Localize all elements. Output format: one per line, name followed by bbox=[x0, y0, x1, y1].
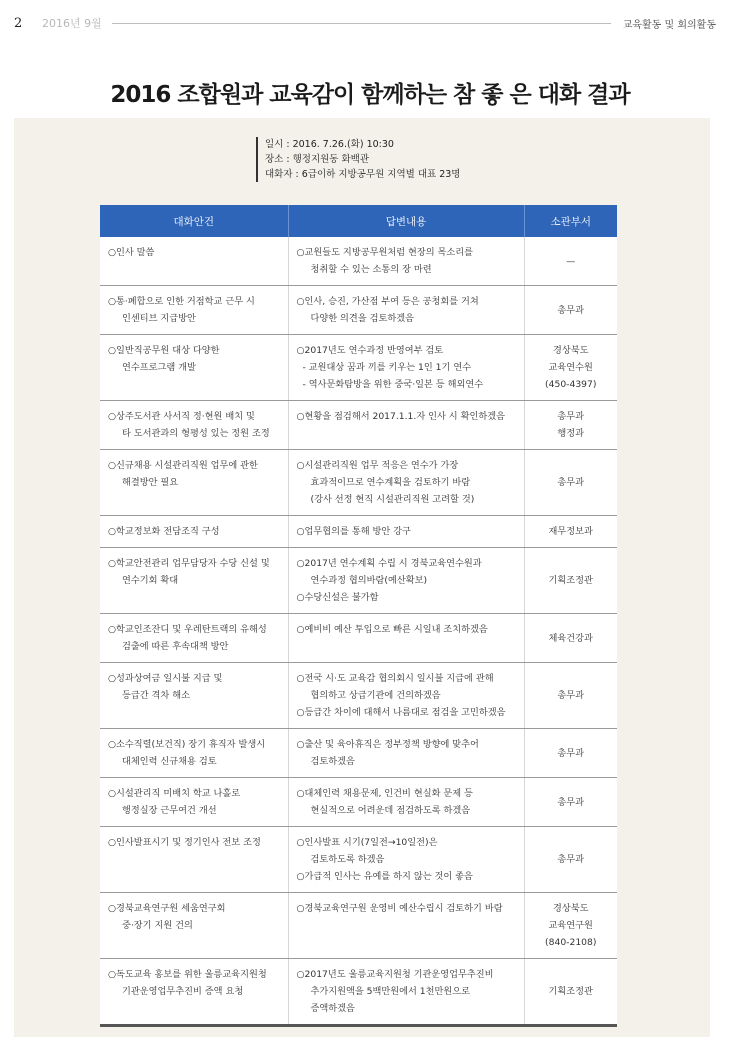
answer-line: 연수과정 협의바람(예산확보) bbox=[310, 575, 428, 586]
department-cell bbox=[524, 614, 617, 663]
answer-line: ○수당신설은 불가함 bbox=[296, 592, 379, 603]
answer-line: 효과적이므로 연수계획을 검토하기 바람 bbox=[310, 477, 471, 488]
answer-cell bbox=[288, 959, 524, 1026]
table-row bbox=[100, 237, 617, 286]
department-cell bbox=[524, 548, 617, 614]
answer-line: 협의하고 상급기관에 건의하겠음 bbox=[310, 690, 441, 701]
answer-cell bbox=[288, 401, 524, 450]
agenda-cell bbox=[100, 778, 288, 827]
agenda-line: ○신규채용 시설관리직원 업무에 관한 bbox=[108, 460, 258, 471]
agenda-cell bbox=[100, 959, 288, 1026]
agenda-line: ○경북교육연구원 세움연구회 bbox=[108, 903, 226, 914]
issue-date: 2016년 9월 bbox=[42, 17, 102, 30]
table-row bbox=[100, 401, 617, 450]
answer-cell bbox=[288, 827, 524, 893]
meeting-place: 장소 : 행정지원동 화백관 bbox=[265, 154, 370, 165]
agenda-cell bbox=[100, 729, 288, 778]
answer-cell bbox=[288, 286, 524, 335]
agenda-line: 인센티브 지급방안 bbox=[122, 313, 196, 324]
agenda-cell bbox=[100, 237, 288, 286]
meeting-date: 일시 : 2016. 7.26.(화) 10:30 bbox=[265, 139, 394, 150]
dept-line: 경상북도 bbox=[552, 903, 589, 914]
answer-line: ○시설관리직원 업무 적응은 연수가 가장 bbox=[296, 460, 459, 471]
header-department: 소관부서 bbox=[524, 205, 617, 237]
header-divider bbox=[112, 23, 611, 24]
table-row bbox=[100, 450, 617, 516]
agenda-cell bbox=[100, 286, 288, 335]
dept-line: 총무과 bbox=[557, 690, 585, 701]
agenda-cell bbox=[100, 401, 288, 450]
dept-line: 기획조정관 bbox=[548, 575, 593, 586]
department-cell bbox=[524, 663, 617, 729]
answer-line: ○출산 및 육아휴직은 정부정책 방향에 맞추어 bbox=[296, 739, 479, 750]
meeting-info bbox=[256, 137, 460, 182]
agenda-line: 연수프로그램 개발 bbox=[122, 362, 196, 373]
answer-line: 검토하도록 하겠음 bbox=[310, 854, 385, 865]
page-header bbox=[14, 14, 716, 32]
answer-line: 현실적으로 어려운데 점검하도록 하겠음 bbox=[310, 805, 471, 816]
answer-cell bbox=[288, 516, 524, 548]
answer-line: 추가지원액을 5백만원에서 1천만원으로 bbox=[310, 986, 471, 997]
dept-line: 체육건강과 bbox=[548, 632, 593, 644]
department-cell bbox=[524, 286, 617, 335]
department-cell bbox=[524, 778, 617, 827]
answer-line: ○2017년 연수계획 수립 시 경북교육연수원과 bbox=[296, 558, 482, 569]
agenda-cell bbox=[100, 548, 288, 614]
answer-line: ○대체인력 채용문제, 인건비 현실화 문제 등 bbox=[296, 788, 473, 799]
header-answer: 답변내용 bbox=[288, 205, 524, 237]
dept-line: (450-4397) bbox=[545, 379, 597, 390]
table-row bbox=[100, 614, 617, 663]
answer-line: ○2017년도 울릉교육지원청 기관운영업무추진비 bbox=[296, 969, 494, 980]
department-cell bbox=[524, 450, 617, 516]
agenda-line: 기관운영업무추진비 증액 요청 bbox=[122, 986, 244, 997]
answer-cell bbox=[288, 548, 524, 614]
answer-cell bbox=[288, 450, 524, 516]
dept-line: 총무과 bbox=[557, 747, 585, 759]
dept-line: 총무과 bbox=[557, 854, 585, 865]
agenda-cell bbox=[100, 516, 288, 548]
agenda-cell bbox=[100, 827, 288, 893]
answer-line: ○현황을 점검해서 2017.1.1.자 인사 시 확인하겠음 bbox=[296, 411, 505, 422]
department-cell bbox=[524, 237, 617, 286]
answer-cell bbox=[288, 778, 524, 827]
table-header-row bbox=[100, 205, 617, 237]
agenda-line: ○학교정보화 전담조직 구성 bbox=[108, 526, 220, 537]
table-row bbox=[100, 548, 617, 614]
agenda-line: ○인사 말씀 bbox=[108, 247, 155, 258]
department-cell bbox=[524, 959, 617, 1026]
answer-line: ○예비비 예산 투입으로 빠른 시일내 조치하겠음 bbox=[296, 624, 488, 635]
answer-line: ○인사발표 시기(7일전→10일전)은 bbox=[296, 837, 438, 848]
agenda-cell bbox=[100, 663, 288, 729]
agenda-line: ○소수직렬(보건직) 장기 휴직자 발생시 bbox=[108, 739, 266, 750]
dept-line: 경상북도 bbox=[552, 345, 589, 356]
page-number: 2 bbox=[14, 15, 23, 31]
agenda-line: 검출에 따른 후속대책 방안 bbox=[122, 641, 229, 652]
agenda-line: 중·장기 지원 건의 bbox=[122, 920, 193, 931]
agenda-line: ○상주도서관 사서직 정·현원 배치 및 bbox=[108, 411, 255, 422]
dept-line: 행정과 bbox=[557, 428, 585, 439]
agenda-line: 연수기회 확대 bbox=[122, 575, 179, 586]
table-row bbox=[100, 778, 617, 827]
answer-line: - 교원대상 꿈과 끼를 키우는 1인 1기 연수 bbox=[302, 362, 472, 373]
department-cell bbox=[524, 516, 617, 548]
agenda-line: ○시설관리직 미배치 학교 나홀로 bbox=[108, 788, 241, 799]
answer-line: (강사 선정 현직 시설관리직원 고려할 것) bbox=[310, 494, 475, 505]
table-row bbox=[100, 663, 617, 729]
answer-cell bbox=[288, 663, 524, 729]
department-cell bbox=[524, 401, 617, 450]
dept-line: 교육연수원 bbox=[548, 362, 593, 373]
answer-line: 청취할 수 있는 소통의 장 마련 bbox=[310, 264, 432, 275]
answer-line: ○등급간 차이에 대해서 나름대로 점검을 고민하겠음 bbox=[296, 707, 506, 718]
table-body bbox=[100, 237, 617, 1026]
answer-line: ○전국 시·도 교육감 협의회시 일시불 지급에 관해 bbox=[296, 673, 494, 684]
answer-line: ○교원들도 지방공무원처럼 현장의 목소리를 bbox=[296, 247, 474, 258]
department-cell bbox=[524, 729, 617, 778]
answer-cell bbox=[288, 614, 524, 663]
section-title: 교육활동 및 회의활동 bbox=[622, 19, 716, 31]
agenda-line: 해결방안 필요 bbox=[122, 477, 179, 488]
table-row bbox=[100, 286, 617, 335]
dept-line: 기획조정관 bbox=[548, 986, 593, 997]
agenda-line: ○학교인조잔디 및 우레탄트랙의 유해성 bbox=[108, 624, 267, 635]
dept-line: 총무과 bbox=[557, 796, 585, 808]
answer-line: 증액하겠음 bbox=[310, 1003, 355, 1014]
agenda-cell bbox=[100, 893, 288, 959]
dept-line: 총무과 bbox=[557, 477, 585, 488]
dept-line: (840-2108) bbox=[545, 937, 597, 948]
answer-line: ○2017년도 연수과정 반영여부 검토 bbox=[296, 345, 444, 356]
dept-line: 총무과 bbox=[557, 411, 585, 422]
agenda-line: ○성과상여금 일시불 지급 및 bbox=[108, 673, 223, 684]
table-row bbox=[100, 335, 617, 401]
table-row bbox=[100, 516, 617, 548]
agenda-line: ○일반직공무원 대상 다양한 bbox=[108, 345, 220, 356]
agenda-cell bbox=[100, 614, 288, 663]
agenda-line: ○통·폐합으로 인한 거점학교 근무 시 bbox=[108, 296, 255, 307]
header-agenda: 대화안건 bbox=[100, 205, 288, 237]
agenda-cell bbox=[100, 450, 288, 516]
department-cell bbox=[524, 335, 617, 401]
agenda-line: ○인사발표시기 및 정기인사 전보 조정 bbox=[108, 837, 261, 848]
agenda-line: 대체인력 신규채용 검토 bbox=[122, 756, 217, 767]
table-row bbox=[100, 729, 617, 778]
answer-line: ○가급적 인사는 유예를 하지 않는 것이 좋음 bbox=[296, 871, 473, 882]
answer-line: - 역사문화탐방을 위한 중국·일본 등 해외연수 bbox=[302, 379, 484, 390]
answer-line: ○인사, 승진, 가산점 부여 등은 공청회를 거쳐 bbox=[296, 296, 479, 307]
dept-line: 교육연구원 bbox=[548, 920, 593, 931]
answer-line: 검토하겠음 bbox=[310, 756, 355, 767]
meeting-participants: 대화자 : 6급이하 지방공무원 지역별 대표 23명 bbox=[265, 169, 461, 180]
answer-line: ○업무협의를 통해 방안 강구 bbox=[296, 526, 411, 537]
answer-cell bbox=[288, 237, 524, 286]
table-row bbox=[100, 893, 617, 959]
answer-line: 다양한 의견을 검토하겠음 bbox=[310, 313, 414, 324]
answer-line: ○경북교육연구원 운영비 예산수립시 검토하기 바람 bbox=[296, 903, 503, 914]
department-cell bbox=[524, 827, 617, 893]
agenda-line: 행정실장 근무여건 개선 bbox=[122, 805, 217, 816]
page-title: 2016 조합원과 교육감이 함께하는 참 좋 은 대화 결과 bbox=[110, 82, 630, 108]
answer-cell bbox=[288, 893, 524, 959]
agenda-cell bbox=[100, 335, 288, 401]
agenda-line: 등급간 격차 해소 bbox=[122, 690, 190, 701]
answer-cell bbox=[288, 335, 524, 401]
table-row bbox=[100, 827, 617, 893]
department-cell bbox=[524, 893, 617, 959]
table-row bbox=[100, 959, 617, 1026]
agenda-line: 타 도서관과의 형평성 있는 정원 조정 bbox=[122, 428, 270, 439]
agenda-line: ○독도교육 홍보를 위한 울릉교육지원청 bbox=[108, 969, 267, 980]
answer-cell bbox=[288, 729, 524, 778]
dept-line: 재무정보과 bbox=[548, 526, 593, 537]
dept-line: — bbox=[566, 255, 576, 267]
dept-line: 총무과 bbox=[557, 304, 585, 316]
results-table bbox=[100, 205, 617, 1027]
agenda-line: ○학교안전관리 업무담당자 수당 신설 및 bbox=[108, 558, 270, 569]
